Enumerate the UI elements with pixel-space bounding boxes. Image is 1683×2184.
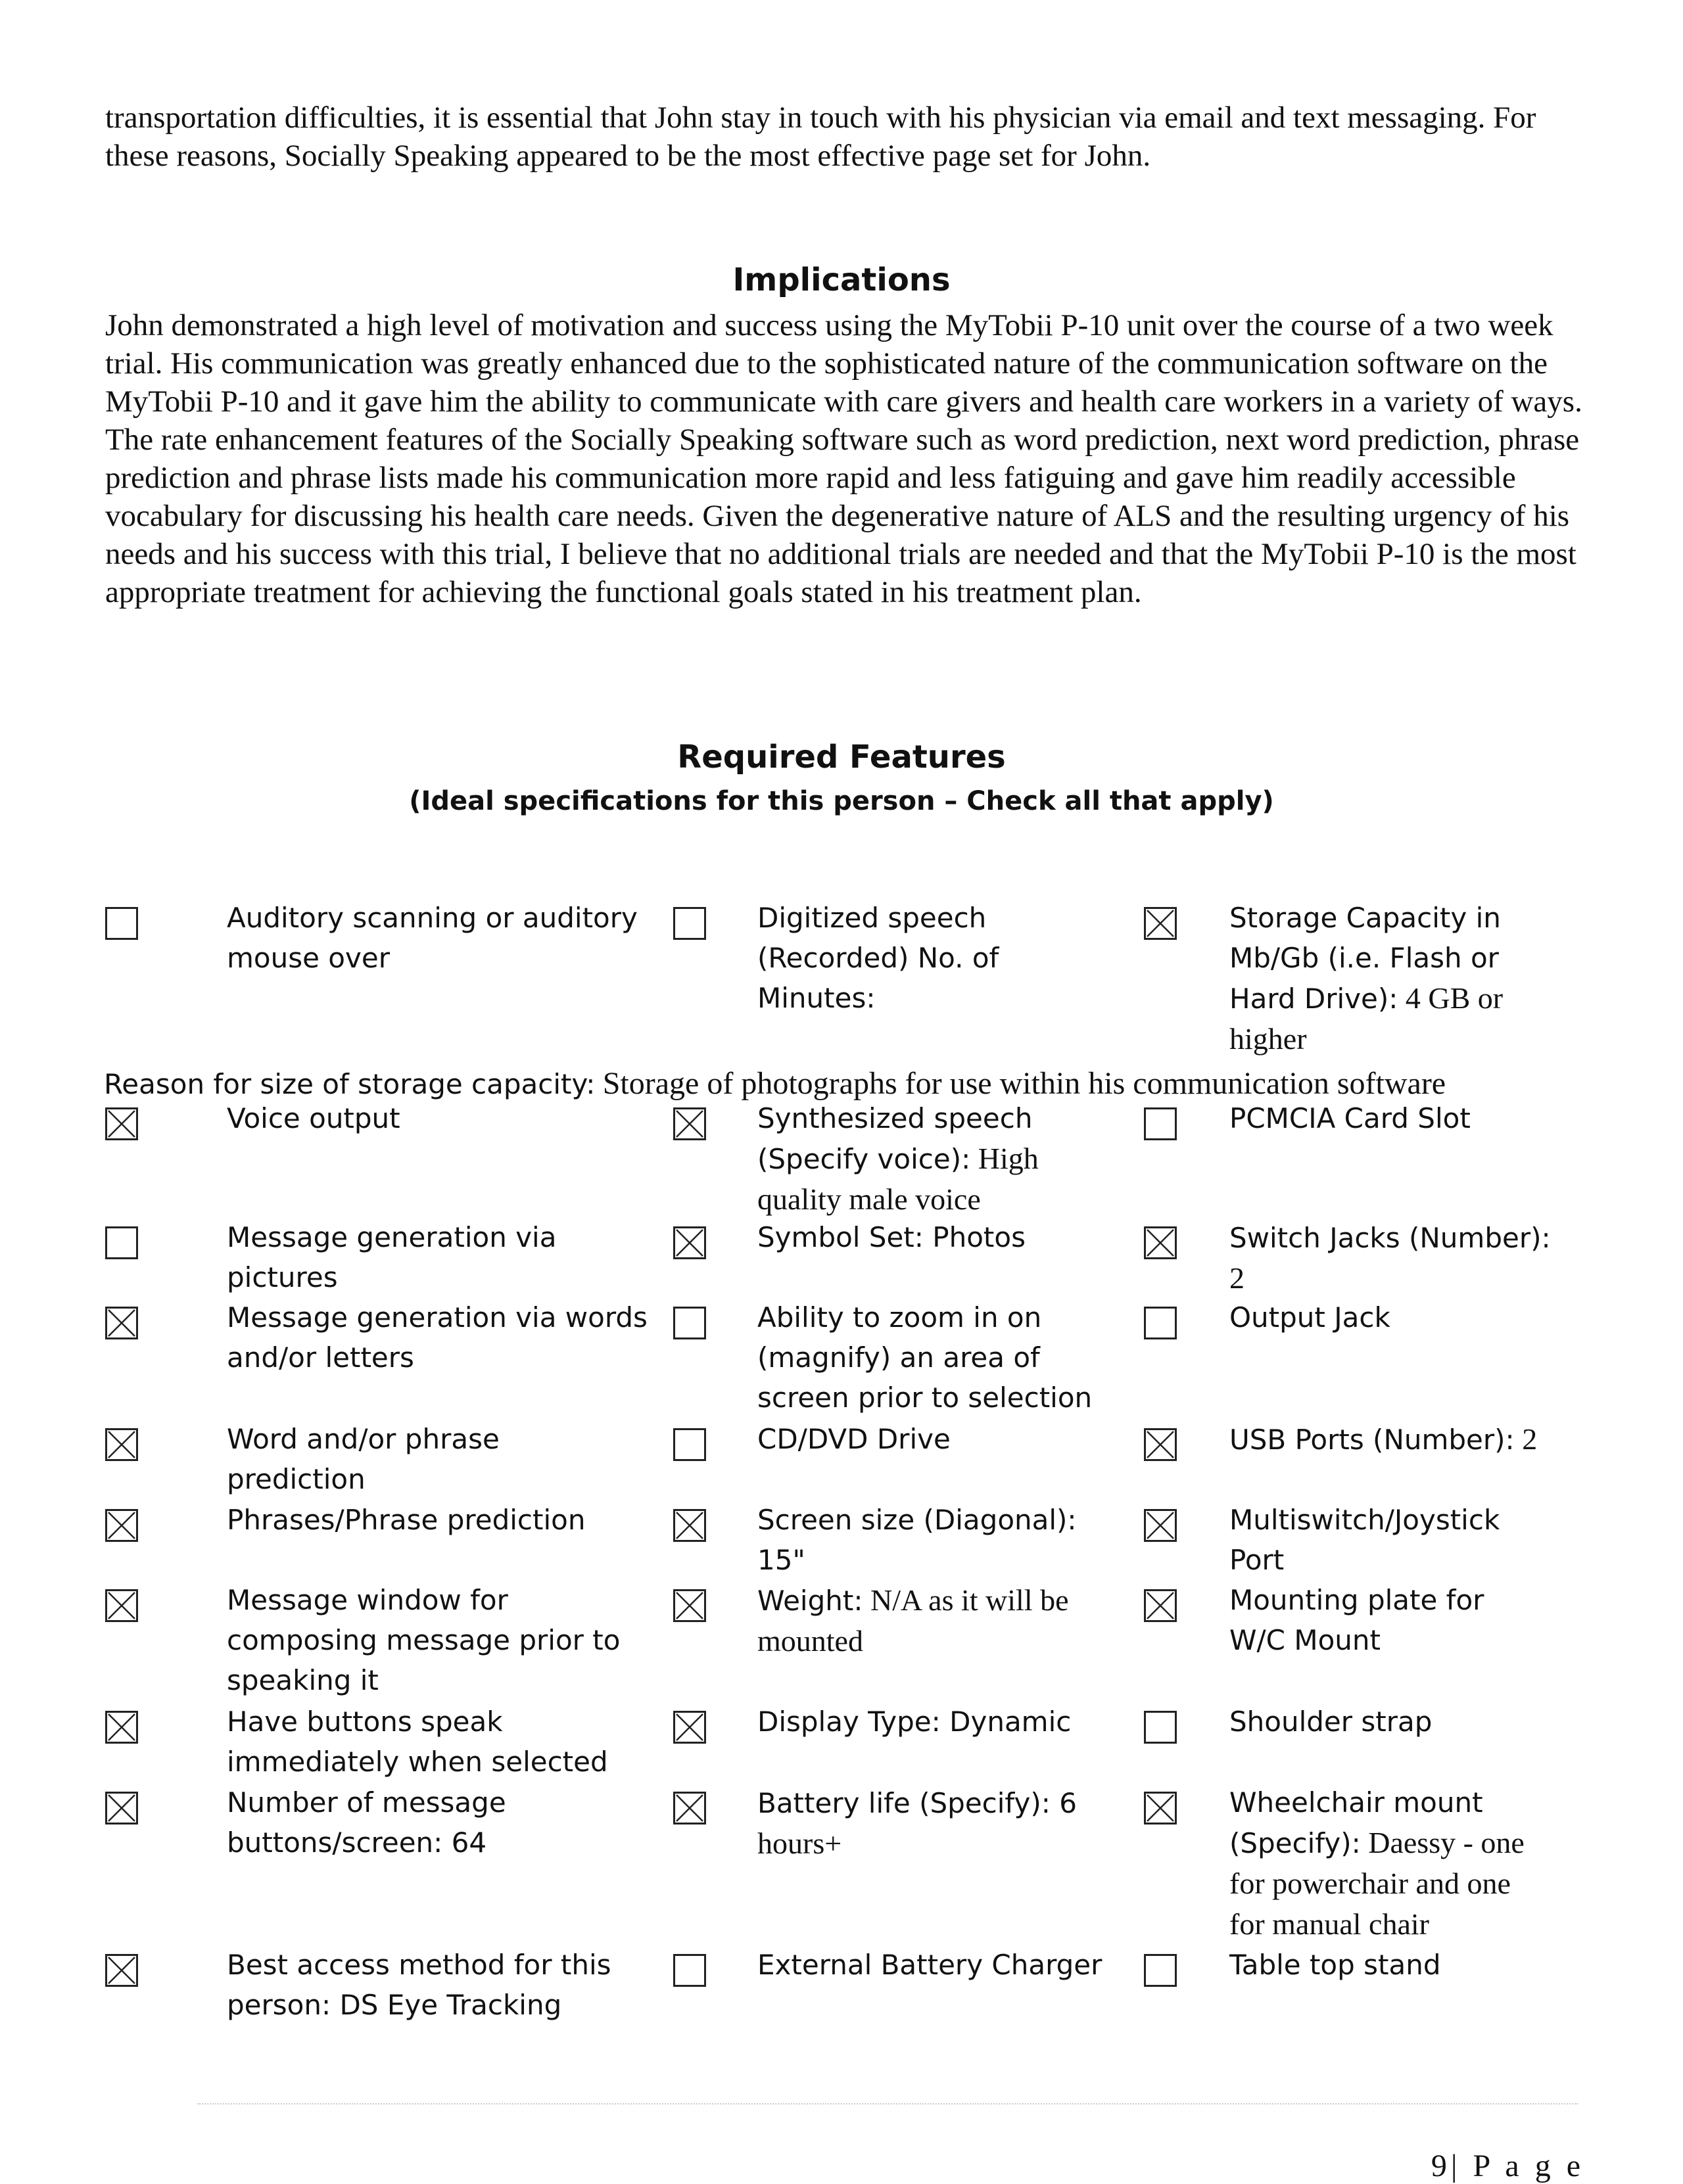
feature-label-text: Best access method for this person: DS Eye Tracking xyxy=(227,1949,611,2021)
feature-label-text: Voice output xyxy=(227,1102,400,1134)
feature-checkbox[interactable] xyxy=(673,1589,706,1622)
feature-label-text: Number of message buttons/screen: 64 xyxy=(227,1786,506,1859)
feature-checkbox[interactable] xyxy=(105,1307,138,1339)
feature-label xyxy=(757,898,1126,1018)
feature-label-text: Table top stand xyxy=(1229,1949,1441,1981)
feature-label xyxy=(1229,1702,1598,1742)
feature-label xyxy=(757,1580,1126,1661)
implications-body: John demonstrated a high level of motivation and success using the MyTobii P-10 unit over the course of a two week trial. His communication was greatly enhanced due to the sophisticated nature of the communication software on the MyTobii P-10 and it gave him the ability to communicate with care givers and health care workers in a variety of ways. The rate enhancement features of the Socially Speaking software such as word prediction, next word prediction, phrase prediction and phrase lists made his communication more rapid and less fatiguing and gave him readily accessible vocabulary for discussing his health care needs. Given the degenerative nature of ALS and the resulting urgency of his needs and his success with this trial, I believe that no additional trials are needed and that the MyTobii P-10 is the most appropriate treatment for achieving the functional goals stated in his treatment plan. xyxy=(105,308,1582,609)
feature-checkbox[interactable] xyxy=(673,1711,706,1744)
feature-label-text: Screen size (Diagonal): 15" xyxy=(757,1504,1077,1576)
feature-label xyxy=(227,1500,648,1540)
required-features-subheading: (Ideal specifications for this person – Check all that apply) xyxy=(409,786,1274,816)
feature-label-text: Weight: xyxy=(757,1585,863,1617)
feature-label xyxy=(1229,1098,1598,1138)
feature-checkbox[interactable] xyxy=(105,1711,138,1744)
check-x-icon xyxy=(1146,1430,1175,1459)
check-x-icon xyxy=(107,1109,136,1138)
feature-checkbox[interactable] xyxy=(673,1428,706,1461)
feature-checkbox[interactable] xyxy=(1144,1226,1177,1259)
feature-value: 2 xyxy=(1514,1422,1538,1456)
feature-checkbox[interactable] xyxy=(105,1107,138,1140)
check-x-icon xyxy=(1146,1228,1175,1257)
feature-value: hours+ xyxy=(757,1826,842,1860)
feature-label xyxy=(757,1098,1126,1220)
feature-value: Daessy - one for powerchair and one for manual chair xyxy=(1229,1826,1525,1941)
feature-checkbox[interactable] xyxy=(673,1226,706,1259)
feature-label xyxy=(757,1419,1126,1459)
check-x-icon xyxy=(675,1511,704,1540)
feature-label-text: Mounting plate for W/C Mount xyxy=(1229,1584,1484,1656)
feature-checkbox[interactable] xyxy=(105,907,138,940)
feature-checkbox[interactable] xyxy=(1144,1509,1177,1542)
intro-paragraph: transportation difficulties, it is essential that John stay in touch with his physician via email and text messaging. For these reasons, Socially Speaking appeared to be the most effective page set for John. xyxy=(105,101,1536,173)
feature-checkbox[interactable] xyxy=(105,1954,138,1987)
feature-label-text: Storage Capacity in Mb/Gb (i.e. Flash or Hard Drive): xyxy=(1229,902,1501,1015)
feature-label-text: Message window for composing message prior to speaking it xyxy=(227,1584,621,1696)
check-x-icon xyxy=(107,1956,136,1985)
check-x-icon xyxy=(675,1794,704,1823)
check-x-icon xyxy=(107,1794,136,1823)
feature-checkbox[interactable] xyxy=(1144,1792,1177,1824)
feature-label xyxy=(227,1945,648,2025)
feature-label xyxy=(227,1098,648,1138)
feature-checkbox[interactable] xyxy=(673,1107,706,1140)
check-x-icon xyxy=(107,1430,136,1459)
feature-checkbox[interactable] xyxy=(105,1428,138,1461)
feature-label xyxy=(757,1945,1126,1985)
feature-label xyxy=(1229,1297,1598,1337)
check-x-icon xyxy=(107,1511,136,1540)
check-x-icon xyxy=(107,1713,136,1742)
feature-checkbox[interactable] xyxy=(105,1589,138,1622)
feature-label-text: Synthesized speech (Specify voice): xyxy=(757,1102,1033,1175)
feature-checkbox[interactable] xyxy=(105,1792,138,1824)
feature-label xyxy=(757,1782,1126,1864)
feature-checkbox[interactable] xyxy=(673,1307,706,1339)
feature-label xyxy=(1229,1945,1598,1985)
feature-label-text: Have buttons speak immediately when selected xyxy=(227,1706,608,1778)
implications-heading: Implications xyxy=(732,262,951,298)
feature-label xyxy=(1229,1580,1598,1660)
feature-value: N/A as it will be mounted xyxy=(757,1583,1069,1658)
feature-label-text: Shoulder strap xyxy=(1229,1706,1433,1738)
feature-value: 4 GB or higher xyxy=(1229,981,1504,1056)
feature-label-text: CD/DVD Drive xyxy=(757,1423,951,1455)
check-x-icon xyxy=(1146,1591,1175,1620)
feature-label xyxy=(757,1297,1126,1418)
check-x-icon xyxy=(1146,1794,1175,1823)
feature-checkbox[interactable] xyxy=(673,1954,706,1987)
feature-label-text: Switch Jacks (Number): xyxy=(1229,1222,1551,1254)
feature-label-text: Output Jack xyxy=(1229,1301,1390,1334)
feature-label-text: Digitized speech (Recorded) No. of Minutes: xyxy=(757,902,999,1014)
check-x-icon xyxy=(1146,909,1175,938)
feature-checkbox[interactable] xyxy=(1144,1307,1177,1339)
feature-checkbox[interactable] xyxy=(673,1792,706,1824)
feature-label xyxy=(1229,1782,1598,1945)
feature-label xyxy=(227,1419,648,1499)
feature-label xyxy=(227,898,648,978)
feature-checkbox[interactable] xyxy=(1144,1954,1177,1987)
feature-label xyxy=(227,1217,648,1297)
feature-checkbox[interactable] xyxy=(1144,907,1177,940)
storage-reason-value: Storage of photographs for use within his communication software xyxy=(602,1066,1446,1101)
feature-checkbox[interactable] xyxy=(673,907,706,940)
feature-label-text: External Battery Charger xyxy=(757,1949,1102,1981)
feature-label xyxy=(757,1702,1126,1742)
feature-label xyxy=(1229,1500,1598,1580)
feature-label-text: Auditory scanning or auditory mouse over xyxy=(227,902,638,974)
feature-label-text: Symbol Set: Photos xyxy=(757,1221,1026,1253)
feature-label-text: Word and/or phrase prediction xyxy=(227,1423,500,1495)
check-x-icon xyxy=(675,1713,704,1742)
feature-checkbox[interactable] xyxy=(1144,1428,1177,1461)
feature-label xyxy=(757,1500,1126,1580)
check-x-icon xyxy=(107,1309,136,1337)
feature-label xyxy=(227,1580,648,1700)
feature-checkbox[interactable] xyxy=(1144,1711,1177,1744)
page-label: | P a g e xyxy=(1450,2149,1584,2183)
check-x-icon xyxy=(675,1109,704,1138)
feature-checkbox[interactable] xyxy=(673,1509,706,1542)
feature-label-text: Display Type: Dynamic xyxy=(757,1706,1072,1738)
feature-value: 2 xyxy=(1229,1261,1244,1295)
feature-label xyxy=(227,1782,648,1863)
check-x-icon xyxy=(1146,1511,1175,1540)
feature-label xyxy=(1229,1217,1598,1299)
feature-label xyxy=(1229,1419,1598,1460)
check-x-icon xyxy=(675,1228,704,1257)
feature-value: High quality male voice xyxy=(757,1142,1039,1216)
feature-label-text: Message generation via words and/or letters xyxy=(227,1301,648,1374)
feature-checkbox[interactable] xyxy=(105,1226,138,1259)
page-number: 9 xyxy=(1431,2149,1451,2183)
feature-checkbox[interactable] xyxy=(1144,1589,1177,1622)
feature-checkbox[interactable] xyxy=(1144,1107,1177,1140)
check-x-icon xyxy=(675,1591,704,1620)
feature-checkbox[interactable] xyxy=(105,1509,138,1542)
page-footer xyxy=(1387,2148,1584,2184)
footer-divider xyxy=(197,2103,1578,2104)
feature-label-text: Ability to zoom in on (magnify) an area of screen prior to selection xyxy=(757,1301,1093,1414)
feature-label xyxy=(227,1297,648,1378)
feature-label-text: Multiswitch/Joystick Port xyxy=(1229,1504,1500,1576)
check-x-icon xyxy=(107,1591,136,1620)
feature-label-text: USB Ports (Number): xyxy=(1229,1424,1515,1456)
required-features-heading: Required Features xyxy=(677,739,1006,776)
feature-label-text: Message generation via pictures xyxy=(227,1221,557,1293)
feature-label-text: Wheelchair mount (Specify): xyxy=(1229,1786,1483,1859)
feature-label-text: PCMCIA Card Slot xyxy=(1229,1102,1471,1134)
feature-label-text: Battery life (Specify): 6 xyxy=(757,1787,1077,1819)
feature-label xyxy=(757,1217,1126,1257)
feature-label xyxy=(1229,898,1598,1059)
storage-reason-label: Reason for size of storage capacity: xyxy=(104,1068,596,1100)
feature-label-text: Phrases/Phrase prediction xyxy=(227,1504,586,1536)
feature-label xyxy=(227,1702,648,1782)
